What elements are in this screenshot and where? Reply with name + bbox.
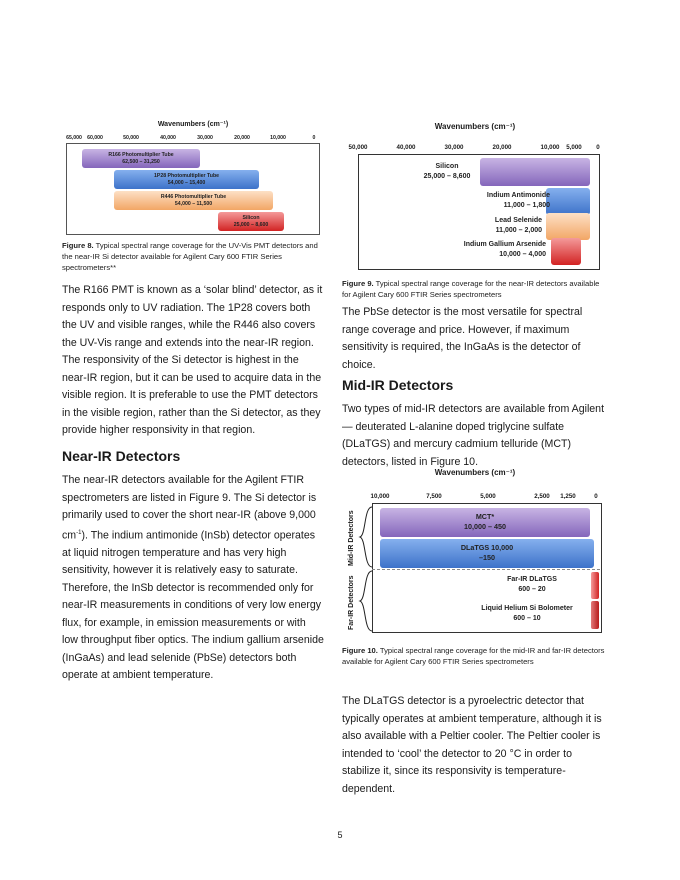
figure-10-caption: Figure 10. Typical spectral range coverage for the mid-IR and far-IR detectors available for Agilent Cary 600 FTIR Series spectrometers	[342, 646, 605, 667]
figure-8-caption: Figure 8. Typical spectral range coverage for the UV-Vis PMT detectors and the near-IR Si detector available for Agilent Cary 600 FTIR Series spectrometers**	[62, 241, 318, 273]
right-paragraph-1: The PbSe detector is the most versatile for spectral range coverage and price. However, if maximum sensitivity is required, the InGaAs is the detector of choice.	[342, 306, 583, 371]
fig10-brace-far	[358, 570, 374, 632]
fig10-axis-title: Wavenumbers (cm⁻¹)	[434, 468, 516, 477]
fig9-bar-ingaas-label: Indium Gallium Arsenide 10,000 – 4,000	[463, 241, 546, 258]
fig8-bar-1p28-label: 1P28 Photomultiplier Tube 54,000 – 15,400	[153, 173, 220, 186]
figure-8	[62, 118, 324, 236]
fig9-bar-insb-label: Indium Antimonide 11,000 – 1,800	[486, 192, 550, 209]
right-paragraph-2: Two types of mid-IR detectors are available from Agilent — deuterated L-alanine doped triglycine sulfate (DLaTGS) and mercury cadmium telluride (MCT) detectors, listed in Figure 10.	[342, 403, 605, 468]
fig10-tick: 1,250	[560, 493, 576, 500]
fig10-bar-bolometer	[591, 601, 599, 629]
fig9-bar-ingaas	[551, 238, 581, 265]
left-paragraph-1: The R166 PMT is known as a ‘solar blind’ detector, as it responds only to UV radiation. The 1P28 covers both the UV and visible ranges, while the R446 also covers the UV-Vis range and extends into the near-IR region. The responsivity of the Si detector is highest in the near-IR region, but it can be used to acquire data in the visible region. It is preferable to use the PMT detectors in the visible region, rather than the Si detector, as they provide higher responsivity in that region.	[62, 284, 323, 436]
fig9-tick: 20,000	[492, 144, 512, 151]
fig9-tick: 0	[596, 144, 600, 151]
fig10-tick: 2,500	[534, 493, 550, 500]
fig8-bar-r446-label: R446 Photomultiplier Tube 54,000 – 11,500	[160, 194, 227, 207]
fig10-tick: 5,000	[480, 493, 496, 500]
figure-9	[342, 122, 608, 272]
fig9-tick: 5,000	[566, 144, 582, 151]
fig10-bar-far-dlatgs-label: Far-IR DLaTGS 600 – 20	[507, 576, 557, 593]
fig8-tick: 40,000	[160, 135, 176, 141]
fig10-tick: 10,000	[370, 493, 390, 500]
fig10-tick: 0	[594, 493, 598, 500]
fig10-brace-mid	[358, 506, 374, 568]
fig9-bar-insb	[546, 188, 590, 215]
fig8-bar-r166-label: R166 Photomultiplier Tube 62,500 – 31,250	[108, 152, 174, 165]
fig8-axis-title: Wavenumbers (cm⁻¹)	[157, 121, 229, 128]
fig10-bar-far-dlatgs	[591, 572, 599, 599]
fig8-tick: 60,000	[87, 135, 103, 141]
fig10-bar-dlatgs-label: DLaTGS 10,000 –150	[460, 543, 514, 562]
fig8-tick: 0	[312, 135, 316, 141]
fig8-tick: 20,000	[234, 135, 250, 141]
fig8-tick: 50,000	[123, 135, 139, 141]
fig9-tick: 30,000	[444, 144, 464, 151]
left-paragraph-2: The near-IR detectors available for the Agilent FTIR spectrometers are listed in Figure 9. The Si detector is primarily used to cover the short near-IR (above 9,000 $cm^{-1}$). The indium antimonide (InSb) detector operates at liquid nitrogen temperature and has very high sensitivity, however it is relatively easy to saturate. Therefore, the InSb detector is recommended only for near-IR measurements in conditions of very low energy flux, for example, in emission measurements or with low throughput fiber optics. The indium gallium arsenide (InGaAs) and lead selenide (PbSe) detectors both operate at ambient temperature.	[62, 474, 324, 682]
fig10-group-mid-label: Mid-IR Detectors	[348, 510, 355, 566]
fig10-bar-mct-label: MCT* 10,000 – 450	[464, 512, 506, 531]
fig8-tick: 65,000	[66, 135, 82, 141]
fig9-bar-pbse-label: Lead Selenide 11,000 – 2,000	[494, 217, 542, 234]
fig9-tick: 40,000	[396, 144, 416, 151]
page-number: 5	[337, 830, 343, 840]
near-ir-heading: Near-IR Detectors	[62, 448, 181, 464]
fig8-bar-silicon-label: Silicon 25,000 – 8,600	[233, 215, 269, 228]
mid-ir-heading: Mid-IR Detectors	[342, 377, 454, 393]
fig10-bar-bolometer-label: Liquid Helium Si Bolometer 600 – 10	[481, 605, 573, 622]
fig10-group-far-label: Far-IR Detectors	[348, 575, 355, 630]
fig9-axis-title: Wavenumbers (cm⁻¹)	[434, 122, 516, 131]
fig10-group-divider	[372, 569, 600, 570]
fig8-tick: 30,000	[197, 135, 213, 141]
fig10-tick: 7,500	[426, 493, 442, 500]
fig9-bar-silicon	[480, 158, 590, 186]
fig8-tick: 10,000	[270, 135, 286, 141]
figure-9-caption: Figure 9. Typical spectral range coverage for the near-IR detectors available for Agilent Cary 600 FTIR Series spectrometers	[342, 279, 600, 300]
right-paragraph-3: The DLaTGS detector is a pyroelectric detector that typically operates at ambient temperature, although it is also available with a Peltier cooler. The Peltier cooler is intended to ‘cool’ the detector to 20 °C in order to stabilize it, since its responsivity is temperature-dependent.	[342, 695, 602, 795]
fig9-bar-silicon-label: Silicon 25,000 – 8,600	[423, 163, 471, 180]
fig9-bar-pbse	[546, 213, 590, 240]
figure-10	[342, 468, 608, 638]
fig9-tick: 10,000	[540, 144, 560, 151]
fig9-tick: 50,000	[348, 144, 368, 151]
